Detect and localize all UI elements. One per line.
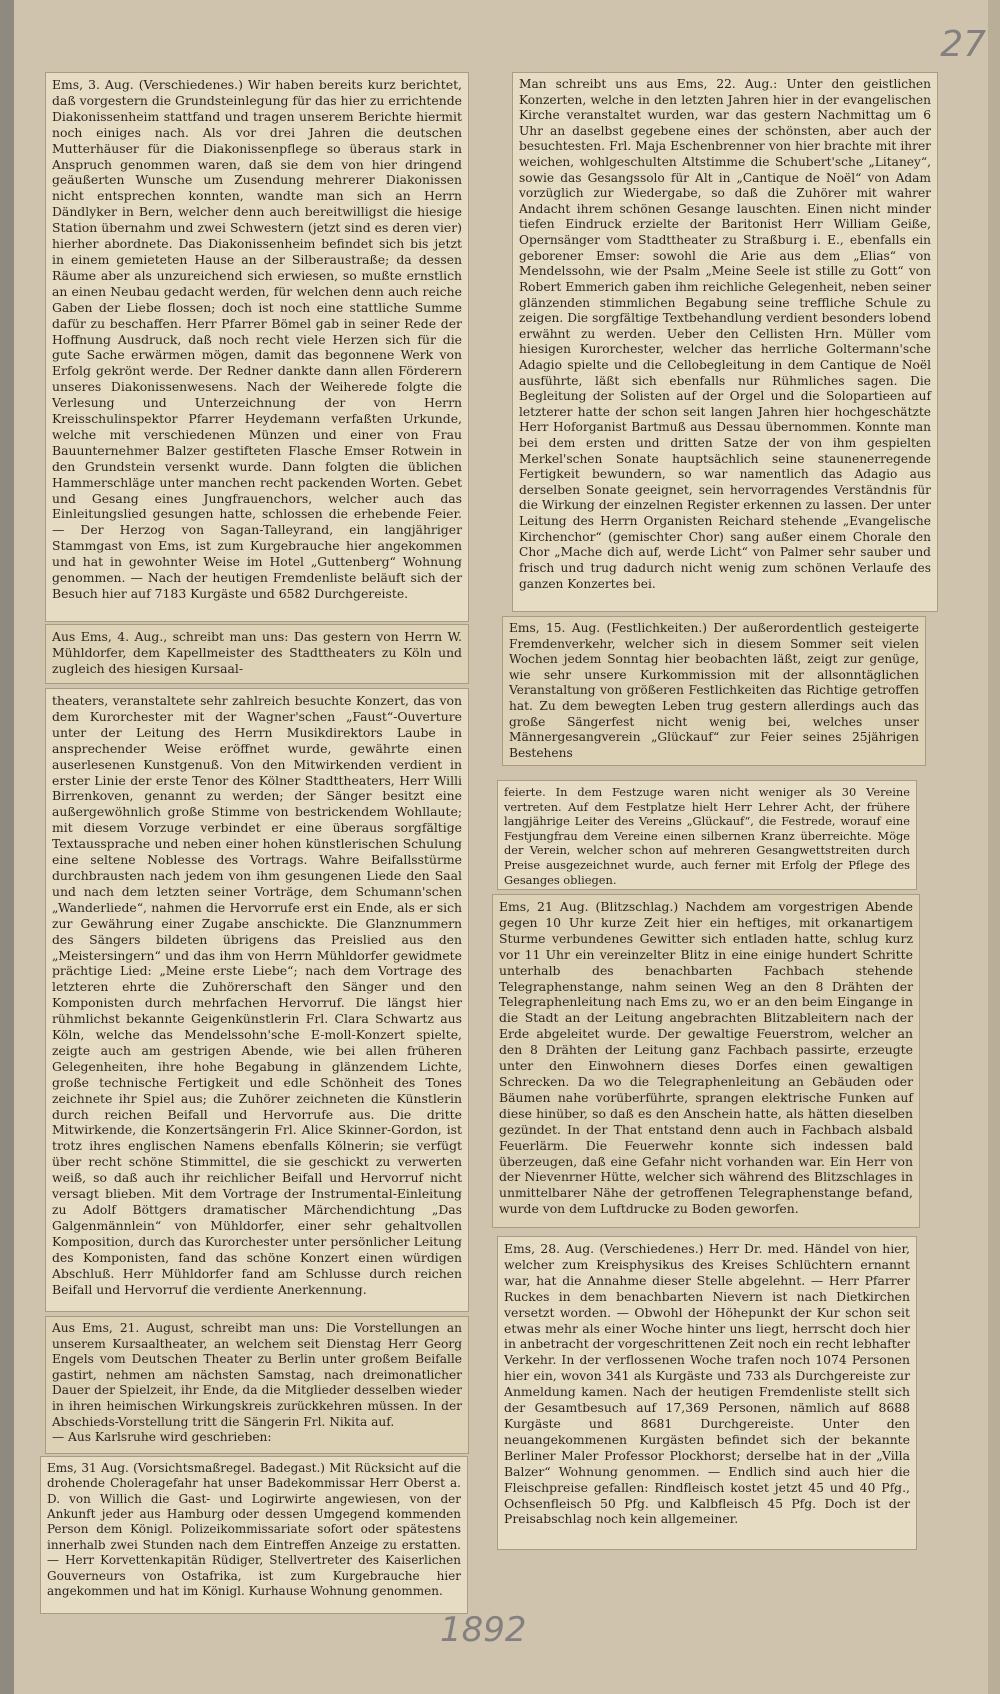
clipping-ems-4-aug-heading (45, 624, 469, 684)
clipping-ems-28-aug (497, 1236, 917, 1550)
clipping-ems-21-aug-lightning (492, 894, 920, 1228)
clipping-ems-21-aug-theater (45, 1316, 469, 1454)
page-number-annotation: 27 (940, 24, 986, 65)
clipping-text: Aus Ems, 4. Aug., schreibt man uns: Das gestern von Herrn W. Mühldorfer, dem Kapellmeister des Stadttheaters zu Köln und zugleich des hiesigen Kursaal- (52, 629, 462, 676)
clipping-text: Man schreibt uns aus Ems, 22. Aug.: Unter den geistlichen Konzerten, welche in den letzten Jahren hier in der evangelischen Kirche veranstaltet wurden, war das gestern Nachmittag um 6 Uhr an daselbst gegebene eines der schönsten, aber auch der besuchtesten. Frl. Maja Eschenbrenner von hier brachte mit ihrer weichen, wohlgeschulten Altstimme die Schubert'sche „Litaney“, sowie das Gesangssolo für Alt in „Cantique de Noël“ von Adam vorzüglich zur Wiedergabe, so daß die Zuhörer mit wahrer Andacht ihrem schönen Gesange lauschten. Einen nicht minder tiefen Eindruck erzielte der Baritonist Herr William Geiße, Opernsänger vom Stadttheater zu Straßburg i. E., ebenfalls ein geborener Emser: sowohl die Arie aus dem „Elias“ von Mendelssohn, wie der Psalm „Meine Seele ist stille zu Gott“ von Robert Emmerich gaben ihm reichliche Gelegenheit, neben seiner glänzenden stimmlichen Begabung seine treffliche Schule zu zeigen. Die sorgfältige Textbehandlung verdient besonders lobend erwähnt zu werden. Ueber den Cellisten Hrn. Müller vom hiesigen Kurorchester, welcher das herrliche Goltermann'sche Adagio spielte und die Cellobegleitung in dem Cantique de Noël ausführte, läßt sich ebenfalls nur Rühmliches sagen. Die Begleitung der Solisten auf der Orgel und die Solopartieen auf letzterer hatte der schon seit langen Jahren hier hochgeschätzte Herr Hoforganist Bartmuß aus Dessau übernommen. Konnte man bei dem ersten und dritten Satze der von ihm gespielten Merkel'schen Sonate hauptsächlich seine staunenerregende Fertigkeit bewundern, so war namentlich das Adagio aus derselben Sonate geeignet, sein hervorragendes Verständnis für die Wirkung der einzelnen Register erkennen zu lassen. Der unter Leitung des Herrn Organisten Reichard stehende „Evangelische Kirchenchor“ (gemischter Chor) sang außer einem Chorale den Chor „Mache dich auf, werde Licht“ von Palmer sehr sauber und frisch und trug dadurch nicht wenig zum schönen Verlaufe des ganzen Konzertes bei. (519, 77, 931, 591)
clipping-text: Ems, 3. Aug. (Verschiedenes.) Wir haben bereits kurz berichtet, daß vorgestern die Grundsteinlegung für das hier zu errichtende Diakonissenheim stattfand und tragen unserem Berichte hiermit noch einiges nach. Als vor drei Jahren die deutschen Mutterhäuser für die Diakonissenpflege so überaus stark in Anspruch genommen waren, daß sie dem von hier dringend geäußerten Wunsche um Zusendung mehrerer Diakonissen nicht entsprechen konnten, wandte man sich an Herrn Dändlyker in Bern, welcher denn auch bereitwilligst die hiesige Station übernahm und zwei Schwestern (jetzt sind es deren vier) hierher abordnete. Das Diakonissenheim befindet sich bis jetzt in einem gemieteten Hause an der Silberaustraße; da dessen Räume aber als unzureichend sich erwiesen, so mußte ernstlich an einen Neubau gedacht werden, für welchen denn auch reiche Gaben der Liebe flossen; doch ist noch eine stattliche Summe dafür zu beschaffen. Herr Pfarrer Bömel gab in seiner Rede der Hoffnung Ausdruck, daß noch recht viele Herzen sich für die gute Sache erwärmen mögen, damit das begonnene Werk von Erfolg gekrönt werde. Der Redner dankte dann allen Förderern unseres Diakonissenwesens. Nach der Weiherede folgte die Verlesung und Unterzeichnung der von Herrn Kreisschulinspektor Pfarrer Heydemann verfaßten Urkunde, welche mit verschiedenen Münzen und einer von Frau Bauunternehmer Balzer gestifteten Flasche Emser Rotwein in den Grundstein versenkt wurde. Dann folgten die üblichen Hammerschläge unter manchen recht packenden Worten. Gebet und Gesang eines Jungfrauenchors, welcher auch das Einleitungslied gesungen hatte, schlossen die erhebende Feier. — Der Herzog von Sagan-Talleyrand, ein langjähriger Stammgast von Ems, ist zum Kurgebrauche hier angekommen und hat in gewohnter Weise im Hotel „Guttenberg“ Wohnung genommen. — Nach der heutigen Fremdenliste beläuft sich der Besuch hier auf 7183 Kurgäste und 6582 Durchgereiste. (52, 77, 462, 601)
year-annotation: 1892 (440, 1610, 527, 1650)
clipping-text: Ems, 21 Aug. (Blitzschlag.) Nachdem am vorgestrigen Abende gegen 10 Uhr kurze Zeit hier ein heftiges, mit orkanartigem Sturme verbundenes Gewitter sich entladen hatte, schlug kurz vor 11 Uhr ein vereinzelter Blitz in eine einige hundert Schritte unterhalb des benachbarten Fachbach stehende Telegraphenstange, nahm seinen Weg an den 8 Drähten der Telegraphenleitung nach Ems zu, wo er an den beim Eingange in die Stadt an der Leitung angebrachten Blitzableitern nach der Erde abgeleitet wurde. Der gewaltige Feuerstrom, welcher an den 8 Drähten der Leitung ganz Fachbach passirte, erzeugte unter den Einwohnern dieses Dorfes einen gewaltigen Schrecken. Da wo die Telegraphenleitung an Gebäuden oder Bäumen nahe vorüberführte, sprangen elektrische Funken auf diese hinüber, so daß es den Anschein hatte, als hätten dieselben gezündet. In der That entstand denn auch in Fachbach alsbald Feuerlärm. Die Feuerwehr konnte sich indessen bald überzeugen, daß eine Gefahr nicht vorhanden war. Ein Herr von der Nievenrner Hütte, welcher sich während des Blitzschlages in unmittelbarer Nähe der getroffenen Telegraphenstange befand, wurde von dem Luftdrucke zu Boden geworfen. (499, 899, 913, 1217)
clipping-ems-15-aug (502, 616, 926, 766)
clipping-text: Ems, 15. Aug. (Festlichkeiten.) Der außerordentlich gesteigerte Fremdenverkehr, welcher sich in diesem Sommer seit vielen Wochen jedem Sonntag hier beobachten läßt, zeigt zur genüge, wie sehr unsere Kurkommission mit der allsonntäglichen Veranstaltung von größeren Festlichkeiten das Richtige getroffen hat. Zu dem bewegten Leben trug gestern allerdings auch das große Sängerfest nicht wenig bei, welches unser Männergesangverein „Glückauf“ zur Feier seines 25jährigen Bestehens (509, 621, 919, 760)
clipping-ems-4-aug-concert (45, 688, 469, 1312)
clipping-text: theaters, veranstaltete sehr zahlreich besuchte Konzert, das von dem Kurorchester mit der Wagner'schen „Faust“-Ouverture unter der Leitung des Herrn Musikdirektors Laube in ansprechender Weise eröffnet wurde, gewährte einen auserlesenen Kunstgenuß. Von den Mitwirkenden verdient in erster Linie der erste Tenor des Kölner Stadttheaters, Herr Willi Birrenkoven, genannt zu werden; der Sänger besitzt eine außergewöhnlich große Stimme von bestrickendem Wohllaute; mit diesem Vorzuge verbindet er eine überaus sorgfältige Textaussprache und neben einer hohen künstlerischen Schulung eine seltene Noblesse des Vortrags. Wahre Beifallsstürme durchbrausten nach jedem von ihm gesungenen Liede den Saal und nach dem letzten seiner Vorträge, dem Schumann'schen „Wanderliede“, nahmen die Hervorrufe erst ein Ende, als er sich zur Gewährung einer Zugabe anschickte. Die Glanznummern des Sängers bildeten übrigens das Preislied aus den „Meistersingern“ und das ihm von Herrn Mühldorfer gewidmete prächtige Lied: „Meine erste Liebe“; nach dem Vortrage des letzteren ehrte die Zuhörerschaft den Sänger und den Komponisten durch mehrfachen Hervorruf. Die längst hier rühmlichst bekannte Geigenkünstlerin Frl. Clara Schwartz aus Köln, welche das Mendelssohn'sche E-moll-Konzert spielte, zeigte auch am gestrigen Abende, wie bei allen früheren Gelegenheiten, ihre hohe Begabung in glänzendem Lichte, große technische Fertigkeit und edle Schönheit des Tones zeichnete ihr Spiel aus; die Zuhörer zeichneten die Künstlerin durch reichen Beifall und Hervorrufe aus. Die dritte Mitwirkende, die Konzertsängerin Frl. Alice Skinner-Gordon, ist trotz ihres englischen Namens ebenfalls Kölnerin; sie verfügt über recht schöne Stimmittel, die sie geschickt zu verwerten weiß, so daß auch ihr reichlicher Beifall und Hervorruf nicht versagt blieben. Mit dem Vortrage der Instrumental-Einleitung zu Adolf Böttgers dramatischer Märchendichtung „Das Galgenmännlein“ von Mühldorfer, einer sehr gehaltvollen Komposition, durch das Kurorchester unter persönlicher Leitung des Komponisten, fand das schöne Konzert einen würdigen Abschluß. Herr Mühldorfer fand am Schlusse durch reichen Beifall und Hervorruf die verdiente Anerkennung. (52, 693, 462, 1297)
clipping-ems-22-aug (512, 72, 938, 612)
clipping-ems-3-aug (45, 72, 469, 622)
clipping-ems-15-aug-continued (497, 780, 917, 890)
clipping-text: Ems, 28. Aug. (Verschiedenes.) Herr Dr. med. Händel von hier, welcher zum Kreisphysikus des Kreises Schlüchtern ernannt war, hat die Annahme dieser Stelle abgelehnt. — Herr Pfarrer Ruckes in dem benachbarten Nievern ist nach Dietkirchen versetzt worden. — Obwohl der Höhepunkt der Kur schon seit etwas mehr als einer Woche hinter uns liegt, herrscht doch hier in anbetracht der vorgeschrittenen Zeit noch ein recht lebhafter Verkehr. In der verflossenen Woche trafen noch 1074 Personen hier ein, wovon 341 als Kurgäste und 733 als Durchgereiste zur Anmeldung kamen. Nach der heutigen Fremdenliste stellt sich der Gesamtbesuch auf 17,369 Personen, nämlich auf 8688 Kurgäste und 8681 Durchgereiste. Unter den neuangekommenen Kurgästen befindet sich der bekannte Berliner Maler Professor Plockhorst; derselbe hat in der „Villa Balzer“ Wohnung genommen. — Endlich sind auch hier die Fleischpreise gefallen: Rindfleisch kostet jetzt 45 und 40 Pfg., Ochsenfleisch 50 Pfg. und Kalbfleisch 45 Pfg. Doch ist der Preisabschlag noch kein allgemeiner. (504, 1241, 910, 1527)
clipping-text: Ems, 31 Aug. (Vorsichtsmaßregel. Badegast.) Mit Rücksicht auf die drohende Choleragefahr hat unser Badekommissar Herr Oberst a. D. von Willich die Gast- und Logirwirte angewiesen, von der Ankunft jeder aus Hamburg oder dessen Umgegend kommenden Person dem Königl. Polizeikommissariate sofort oder spätestens innerhalb zwei Stunden nach dem Eintreffen Anzeige zu erstatten. — Herr Korvettenkapitän Rüdiger, Stellvertreter des Kaiserlichen Gouverneurs von Ostafrika, ist zum Kurgebrauche hier angekommen und hat im Königl. Kurhause Wohnung genommen. (47, 1461, 461, 1598)
clipping-ems-31-aug (40, 1456, 468, 1614)
clipping-text: Aus Ems, 21. August, schreibt man uns: Die Vorstellungen an unserem Kursaaltheater, an welchem seit Dienstag Herr Georg Engels vom Deutschen Theater zu Berlin unter großem Beifalle gastirt, nehmen am nächsten Samstag, nach dreimonatlicher Dauer der Spielzeit, ihr Ende, da die Mitglieder desselben wieder in ihren heimischen Wirkungskreis zurückkehren müssen. In der Abschieds-Vorstellung tritt die Sängerin Frl. Nikita auf. — Aus Karlsruhe wird geschrieben: (52, 1321, 462, 1445)
clipping-text: feierte. In dem Festzuge waren nicht weniger als 30 Vereine vertreten. Auf dem Festplatze hielt Herr Lehrer Acht, der frühere langjährige Leiter des Vereins „Glückauf“, die Festrede, worauf eine Festjungfrau dem Vereine einen silbernen Kranz überreichte. Möge der Verein, welcher schon auf mehreren Gesangwettstreiten durch Preise ausgezeichnet wurde, auch ferner mit Erfolg der Pflege des Gesanges obliegen. (504, 785, 910, 887)
